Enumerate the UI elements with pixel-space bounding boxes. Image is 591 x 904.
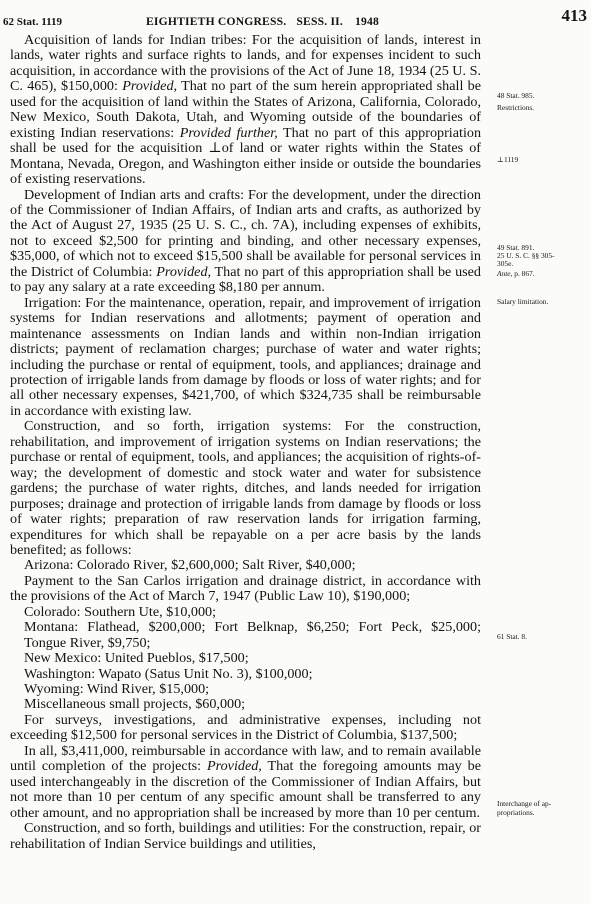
paragraph-acquisition-lands: Acquisition of lands for Indian tribes: For the acquisition of lands, interest in lands, water rights and surface rights to lands, and for expenses incident to such acquisition, in accordance with the provisions of the Act of June 18, 1934 (25 U. S. C. 465), $150,000: Provided, That no part of the sum herein appropriated shall be used for the acquisition of land within the States of Arizona, California, Colorado, New Mexico, South Dakota, Utah, and Wyoming outside of the boundaries of existing Indian reservations: Provided further, That no part of this appropriation shall be used for the acquisition ⊥of land or water rights within the States of Montana, Nevada, Oregon, and Washington either inside or outside the boundaries of existing reservations. bbox=[10, 32, 482, 188]
margin-note-usc-305e: 305e. bbox=[497, 259, 514, 268]
list-item-wyoming: Wyoming: Wind River, $15,000; bbox=[24, 681, 210, 698]
margin-note-61-stat-8: 61 Stat. 8. bbox=[497, 632, 527, 641]
margin-note-ante: Ante, p. 867. bbox=[497, 269, 535, 278]
provided-italic: Provided, bbox=[156, 263, 212, 280]
session-label: SESS. II. bbox=[296, 15, 343, 28]
list-item-montana: Montana: Flathead, $200,000; Fort Belknap, $6,250; Fort Peck, $25,000; Tongue River, $9,750; bbox=[24, 619, 481, 651]
provided-italic: Provided, bbox=[122, 78, 178, 95]
provided-italic: Provided, bbox=[207, 758, 262, 775]
provided-further-italic: Provided further, bbox=[179, 124, 278, 141]
running-head bbox=[146, 15, 379, 28]
paragraph-irrigation: Irrigation: For the maintenance, operation, repair, and improvement of irrigation systems for Indian reservations and allotments; payment of operation and maintenance assessments on Indian lands and within non-Indian irrigation districts; payment of reclamation charges; purchase of water and water rights; including the purchase or rental of equipment, tools, and appliances; drainage and protection of irrigable lands from damage by floods or loss of water rights; and for all other necessary expenses, $421,700, of which $324,735 shall be reimbursable in accordance with existing law. bbox=[10, 294, 481, 419]
statute-citation: 62 Stat. 1119 bbox=[3, 16, 62, 28]
margin-note-48-stat-985: 48 Stat. 985. bbox=[497, 91, 535, 100]
margin-note-appropriations: propriations. bbox=[497, 808, 535, 817]
list-item-new-mexico: New Mexico: United Pueblos, $17,500; bbox=[24, 650, 249, 667]
margin-note-salary-limitation: Salary limitation. bbox=[497, 297, 549, 306]
paragraph-san-carlos: Payment to the San Carlos irrigation and drainage district, in accordance with the provisions of the Act of March 7, 1947 (Public Law 10), $190,000; bbox=[10, 572, 481, 605]
page-number: 413 bbox=[561, 6, 587, 25]
paragraph-construction-irrigation: Construction, and so forth, irrigation systems: For the construction, rehabilitation, and improvement of irrigation systems on Indian reservations; the purchase or rental of equipment, tools, and appliances; the acquisition of rights-of-way; the development of domestic and stock water and water for subsistence gardens; the purchase of water rights, ditches, and lands needed for irrigation purposes; drainage and protection of irrigable lands from damage by floods or loss of water rights; preparation of raw reservation lands for irrigation farming, expenditures for which shall be repayable on a per acre basis by the lands benefited; as follows: bbox=[10, 418, 481, 558]
congress-title: EIGHTIETH CONGRESS. bbox=[146, 15, 287, 28]
paragraph-in-all: In all, $3,411,000, reimbursable in accordance with law, and to remain available until completion of the projects: Provided, That the foregoing amounts may be used interchangeably in the discretion of the Commissioner of Indian Affairs, but not more than 10 per centum of any specific amount shall be transferred to any other amount, and no appropriation shall be increased by more than 10 per centum. bbox=[10, 742, 482, 821]
list-item-washington: Washington: Wapato (Satus Unit No. 3), $100,000; bbox=[24, 665, 313, 682]
list-item-arizona: Arizona: Colorado River, $2,600,000; Salt River, $40,000; bbox=[24, 557, 356, 574]
margin-note-page-mark: ⊥1119 bbox=[497, 155, 519, 164]
margin-note-interchange: Interchange of ap- bbox=[497, 799, 552, 808]
paragraph-construction-buildings: Construction, and so forth, buildings and utilities: For the construction, repair, or rehabilitation of Indian Service buildings and utilities, bbox=[10, 820, 481, 852]
year-label: 1948 bbox=[355, 15, 379, 28]
paragraph-arts-crafts: Development of Indian arts and crafts: For the development, under the direction of the Commissioner of Indian Affairs, of Indian arts and crafts, as authorized by the Act of August 27, 1935 (25 U. S. C., ch. 7A), including expenses of exhibits, not to exceed $2,500 for printing and binding, and other necessary expenses, $35,000, of which not to exceed $15,500 shall be available for personal services in the District of Columbia: Provided, That no part of this appropriation shall be used to pay any salary at a rate exceeding $8,180 per annum. bbox=[10, 186, 481, 296]
statute-body bbox=[10, 33, 481, 852]
margin-note-49-stat-891: 49 Stat. 891. bbox=[497, 243, 535, 252]
list-item-colorado: Colorado: Southern Ute, $10,000; bbox=[24, 603, 217, 620]
margin-note-usc-305: 25 U. S. C. §§ 305- bbox=[497, 251, 555, 260]
page-header bbox=[3, 6, 591, 32]
paragraph-surveys: For surveys, investigations, and administrative expenses, including not exceeding $12,500 for personal services in the District of Columbia, $137,500; bbox=[10, 711, 481, 744]
list-item-miscellaneous: Miscellaneous small projects, $60,000; bbox=[24, 696, 246, 713]
margin-note-restrictions: Restrictions. bbox=[497, 103, 535, 112]
